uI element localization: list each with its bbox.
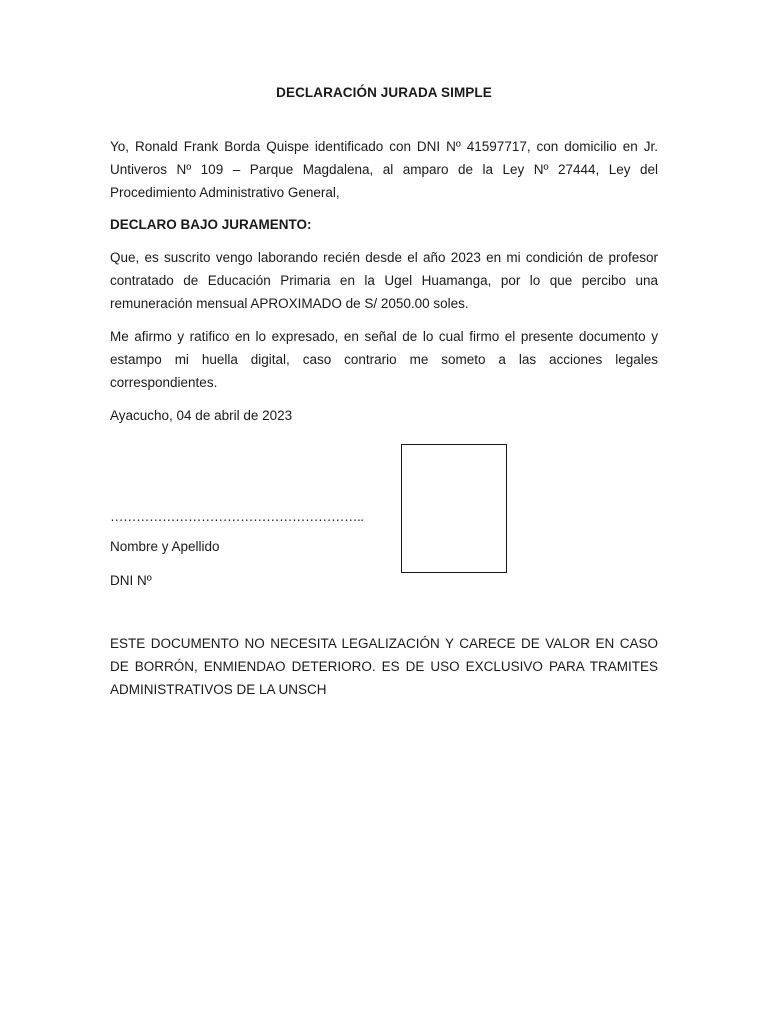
dni-label: DNI Nº [110, 573, 152, 588]
document-page [110, 0, 658, 1024]
document-title: DECLARACIÓN JURADA SIMPLE [276, 85, 492, 100]
afirmo-paragraph: Me afirmo y ratifico en lo expresado, en señal de lo cual firmo el presente documento y estampo mi huella digital, caso contrario me someto a las acciones legales correspondientes. [110, 329, 658, 390]
intro-paragraph: Yo, Ronald Frank Borda Quispe identificado con DNI Nº 41597717, con domicilio en Jr. Untiveros Nº 109 – Parque Magdalena, al amparo de la Ley Nº 27444, Ley del Procedimiento Administrativo General, [110, 139, 658, 200]
que-paragraph: Que, es suscrito vengo laborando recién desde el año 2023 en mi condición de profesor contratado de Educación Primaria en la Ugel Huamanga, por lo que percibo una remuneración mensual APROXIMADO de S/ 2050.00 soles. [110, 250, 658, 311]
name-label: Nombre y Apellido [110, 539, 220, 554]
declaro-heading: DECLARO BAJO JURAMENTO: [110, 217, 312, 232]
place-date: Ayacucho, 04 de abril de 2023 [110, 408, 293, 423]
signature-line: ………………………………………………….. [110, 509, 364, 524]
footer-note: ESTE DOCUMENTO NO NECESITA LEGALIZACIÓN Y CARECE DE VALOR EN CASO DE BORRÓN, ENMIENDAO DETERIORO. ES DE USO EXCLUSIVO PARA TRAMITES ADMINISTRATIVOS DE LA UNSCH [110, 636, 658, 697]
